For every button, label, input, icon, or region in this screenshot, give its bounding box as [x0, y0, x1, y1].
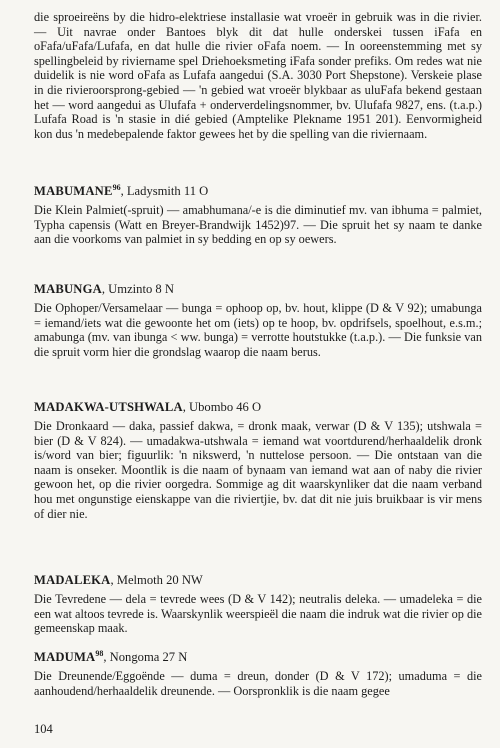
- entry-location: Melmoth 20 NW: [116, 573, 203, 587]
- entry-mabumane: [34, 180, 482, 247]
- entry-text: Die Klein Palmiet(-spruit) — amabhumana/-e is die diminutief mv. van ibhuma = palmiet, Typha capensis (Watt en Breyer-Brandwijk 1452)97. — Die spruit het sy naam te danke aan die voorkoms van palmiet in sy bedding en op sy oewers.: [34, 203, 482, 247]
- footnote-marker: 96: [112, 183, 121, 192]
- footnote-marker: 98: [95, 649, 104, 658]
- entry-madakwa-utshwala: [34, 400, 482, 521]
- entry-text: Die Ophoper/Versamelaar — bunga = ophoop op, bv. hout, klippe (D & V 92); umabunga = iemand/iets wat die gewoonte het om (iets) op te hoop, bv. opdrifsels, spoelhout, e.s.m.; amabunga (mv. van ibunga < ww. bunga) = verrotte houtstukke (t.a.p.). — Die funksie van die spruit vorm hier die grondslag waarop die naam berus.: [34, 301, 482, 359]
- intro-block: [34, 10, 482, 141]
- page-number: 104: [34, 722, 53, 736]
- entry-heading: MADALEKA, Melmoth 20 NW: [34, 573, 203, 587]
- entry-name: MADUMA: [34, 650, 96, 665]
- entry-name: MABUNGA: [34, 282, 102, 296]
- entry-text: Die Tevredene — dela = tevrede wees (D & V 142); neutralis deleka. — umadeleka = die een wat altoos tevrede is. Waarskynlik weerspieël die naam die indruk wat die rivier op die gemeenskap maak.: [34, 592, 482, 636]
- entry-heading: MADUMA$^{98}$, Nongoma 27 N: [34, 649, 188, 665]
- entry-location: Nongoma 27 N: [109, 650, 188, 665]
- entry-heading: MABUNGA, Umzinto 8 N: [34, 282, 174, 296]
- entry-text: Die Dronkaard — daka, passief dakwa, = dronk maak, verwar (D & V 135); utshwala = bier (D & V 824). — umadakwa-utshwala = iemand wat voortdurend/herhaaldelik dronk is/word van bier; figuurlik: 'n nikswerd, 'n nuttelose persoon. — Die ontstaan van die naam is onseker. Moontlik is die naam of bynaam van iemand wat aan of naby die rivier gewoon het, op die rivier oorgedra. Sommige ag dit waarskynliker dat die naam verband hou met ongunstige eienskappe van die riviertjie, bv. dat dit nie juis bruikbaar is vir mens of dier nie.: [34, 419, 482, 521]
- entry-heading: MABUMANE$^{96}$, Ladysmith 11 O: [34, 183, 209, 199]
- entry-madaleka: [34, 573, 482, 636]
- entry-name: MADALEKA: [34, 573, 111, 587]
- entry-location: Umzinto 8 N: [108, 282, 174, 296]
- entry-maduma: [34, 646, 482, 698]
- entry-name: MABUMANE: [34, 184, 113, 199]
- entry-location: Ubombo 46 O: [189, 400, 262, 414]
- entry-text: Die Dreunende/Eggoënde — duma = dreun, donder (D & V 172); umaduma = die aanhoudend/herhaaldelik dreunende. — Oorspronklik is die naam gegee: [34, 669, 482, 698]
- entry-heading: MADAKWA-UTSHWALA, Ubombo 46 O: [34, 400, 262, 414]
- intro-paragraph: die sproeireëns by die hidro-elektriese installasie wat vroeër in gebruik was in die rivier. — Uit navrae onder Bantoes blyk dit dat hulle onderskei tussen iFafa en oFafa/uFafa/Lufafa, en dat hulle die rivier oFafa noem. — In ooreenstemming met sy spellingbeleid by riviername spel Driehoeksmeting iFafa sonder prefiks. Om redes wat nie duidelik is nie word oFafa as Lufafa aangedui (S.A. 3030 Port Shepstone). Verskeie plase in die rivieroorsprong-gebied — 'n gebied wat vroeër blykbaar as uluFafa bekend gestaan het — word aangedui as Ulufafa + onderverdelingsnommer, bv. Ulufafa 9827, ens. (t.a.p.) Lufafa Road is 'n stasie in dié gebied (Amptelike Plekname 1951 201). Eenvormigheid kon dus 'n medebepalende faktor gewees het by die spelling van die riviernaam.: [34, 10, 482, 141]
- entry-mabunga: [34, 282, 482, 359]
- entry-location: Ladysmith 11 O: [126, 184, 209, 199]
- entry-name: MADAKWA-UTSHWALA: [34, 400, 183, 414]
